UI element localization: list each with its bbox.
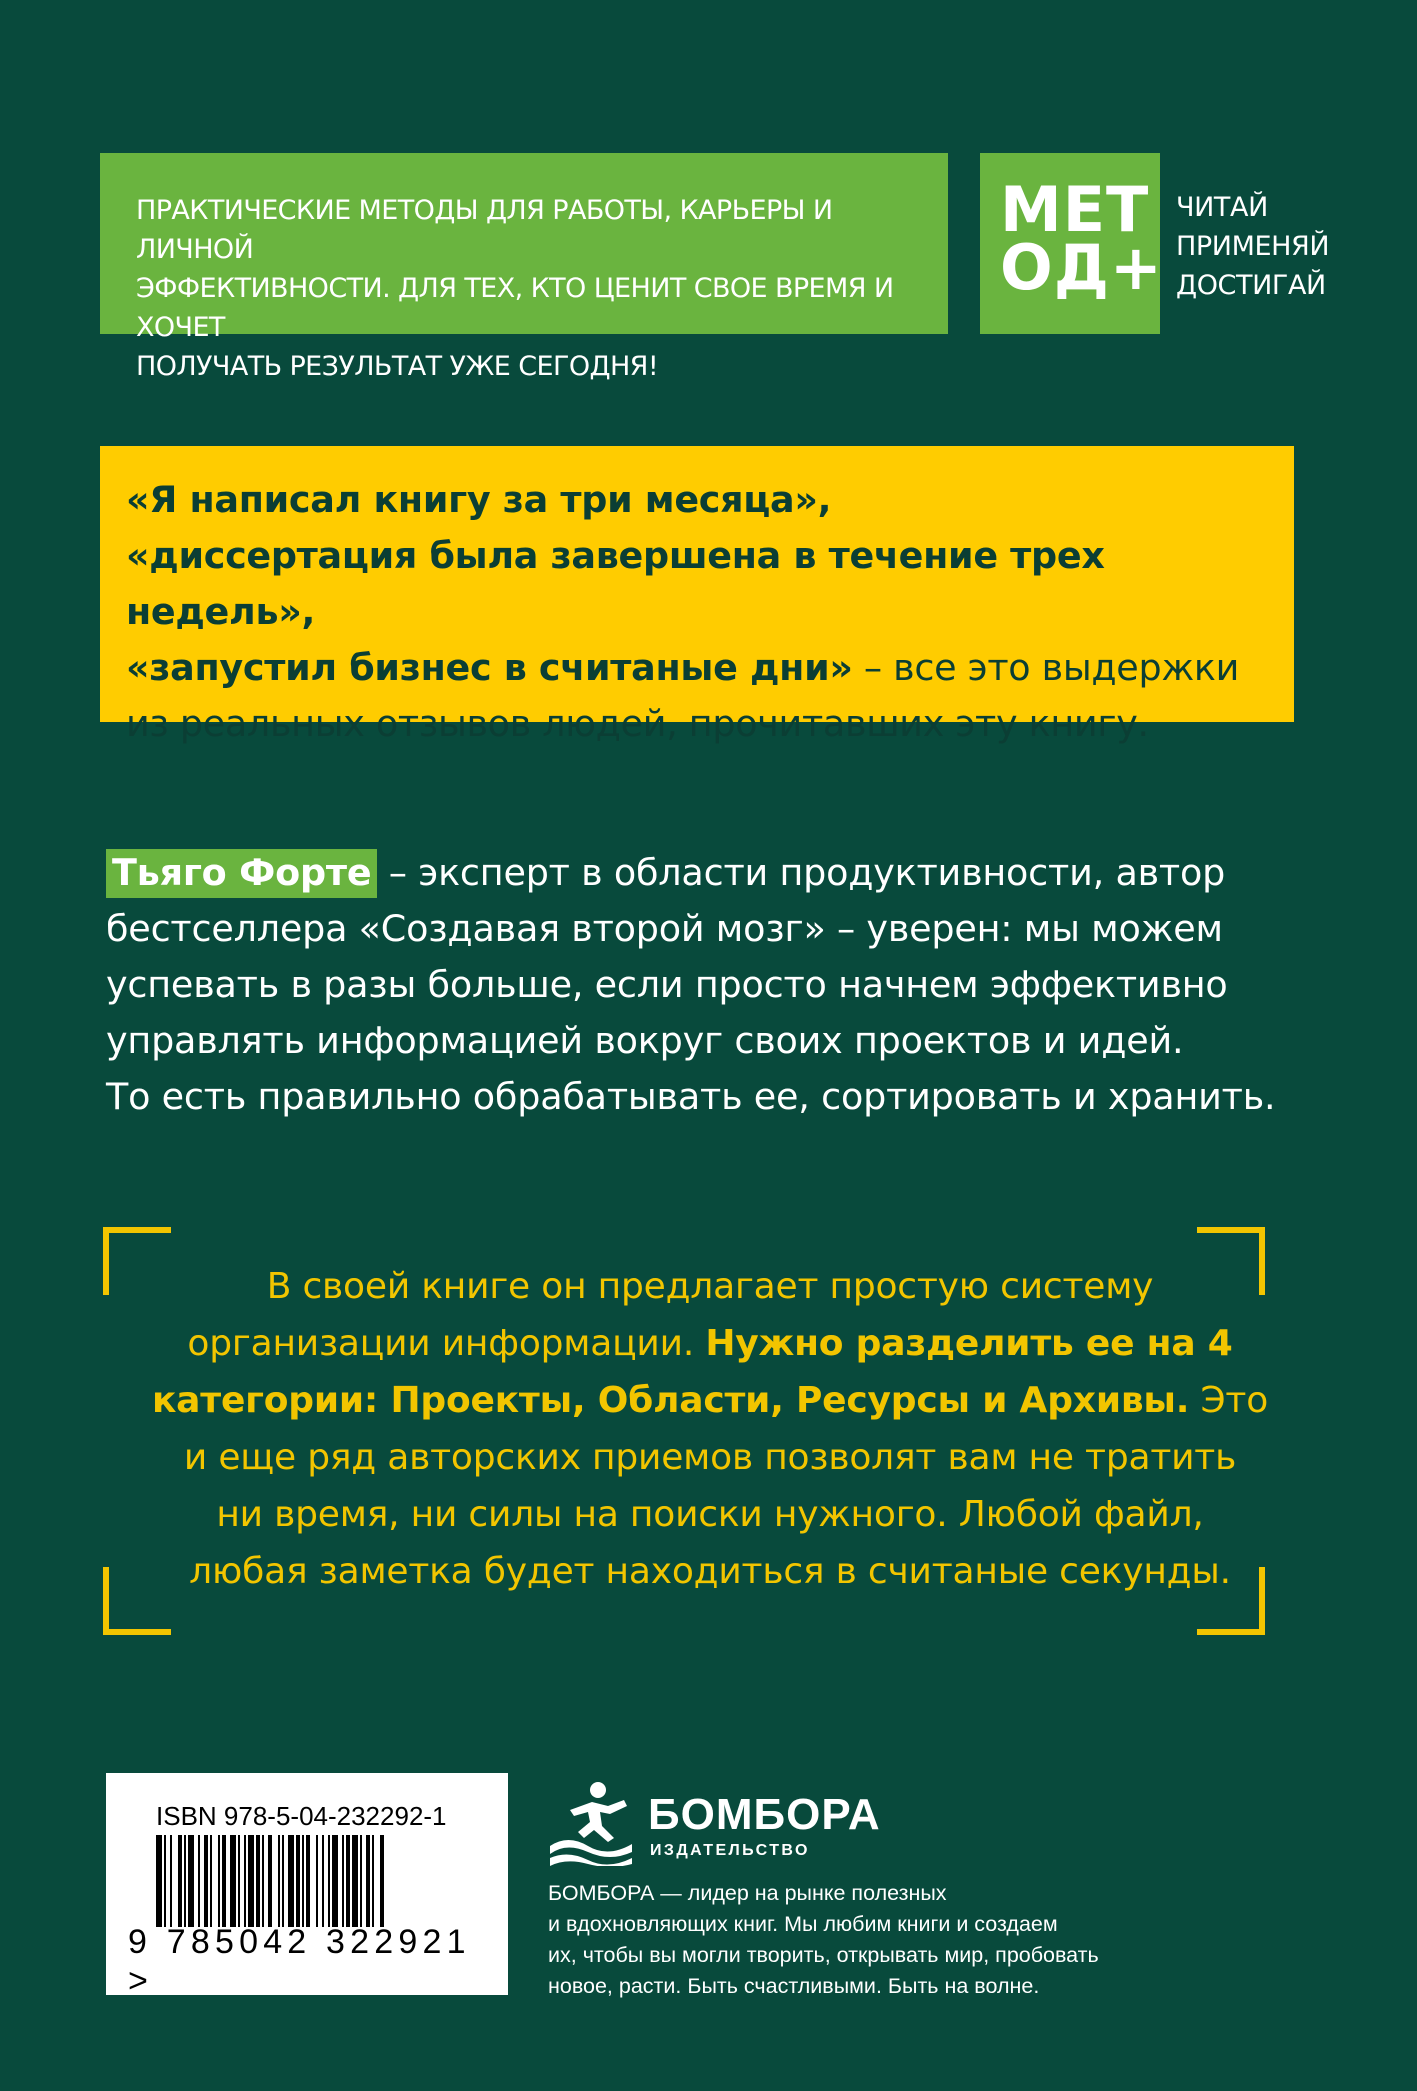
summary-line: и еще ряд авторских приемов позволят вам не тратить [183, 1437, 1237, 1478]
summary-line: ни время, ни силы на поиски нужного. Любой файл, [216, 1494, 1204, 1535]
summary-line: любая заметка будет находиться в считаные секунды. [189, 1551, 1231, 1592]
author-text: успевать в разы больше, если просто начнем эффективно [106, 963, 1228, 1006]
book-summary [125, 1258, 1295, 1600]
quote-bold: «диссертация была завершена в течение трех недель», [126, 534, 1105, 633]
isbn-barcode [106, 1773, 508, 2000]
author-text: управлять информацией вокруг своих проектов и идей. [106, 1019, 1184, 1062]
series-description-line: ПОЛУЧАТЬ РЕЗУЛЬТАТ УЖЕ СЕГОДНЯ! [136, 351, 659, 382]
series-logo-line2: ОД+ [1000, 231, 1163, 304]
author-text: То есть правильно обрабатывать ее, сортировать и хранить. [106, 1075, 1276, 1118]
quote-text: из реальных отзывов людей, прочитавших эту книгу. [126, 702, 1149, 745]
author-paragraph [106, 845, 1336, 1125]
barcode-bars [156, 1835, 466, 1927]
summary-line: В своей книге он предлагает простую систему [266, 1266, 1154, 1307]
motto-line: ПРИМЕНЯЙ [1176, 231, 1330, 262]
author-name-highlight: Тьяго Форте [106, 849, 377, 898]
publisher-name: БОМБОРА [648, 1790, 881, 1839]
series-logo [980, 153, 1163, 334]
isbn-number: ISBN 978-5-04-232292-1 [156, 1801, 447, 1831]
motto-line: ДОСТИГАЙ [1176, 270, 1326, 301]
barcode-digits: 9 785042 322921 > [128, 1923, 471, 2000]
summary-line: Это [1189, 1380, 1269, 1421]
author-text: – эксперт в области продуктивности, автор [377, 851, 1226, 894]
quote-bold: «Я написал книгу за три месяца», [126, 478, 832, 521]
publisher-desc-line: их, чтобы вы могли творить, открывать мир, пробовать [548, 1943, 1099, 1967]
series-logo-line1: МЕТ [1000, 173, 1150, 246]
publisher-desc-line: БОМБОРА — лидер на рынке полезных [548, 1881, 947, 1905]
quote-bold: «запустил бизнес в считаные дни» [126, 646, 853, 689]
series-motto [1176, 188, 1329, 305]
motto-line: ЧИТАЙ [1176, 192, 1268, 223]
series-description-banner [100, 153, 948, 382]
summary-bold: Нужно разделить ее на 4 [705, 1323, 1233, 1364]
quote-text: – все это выдержки [852, 646, 1240, 689]
summary-bold: категории: Проекты, Области, Ресурсы и Архивы. [151, 1380, 1190, 1421]
publisher-subtitle: ИЗДАТЕЛЬСТВО [650, 1842, 810, 1859]
author-text: бестселлера «Создавая второй мозг» – уверен: мы можем [106, 907, 1223, 950]
publisher-logo [548, 1776, 881, 1870]
series-description-line: ПРАКТИЧЕСКИЕ МЕТОДЫ ДЛЯ РАБОТЫ, КАРЬЕРЫ И ЛИЧНОЙ [136, 195, 833, 265]
publisher-desc-line: новое, расти. Быть счастливыми. Быть на волне. [548, 1974, 1040, 1998]
reader-quotes-box [100, 446, 1294, 745]
publisher-description [548, 1878, 1188, 2002]
summary-line: организации информации. [187, 1323, 706, 1364]
publisher-desc-line: и вдохновляющих книг. Мы любим книги и создаем [548, 1912, 1058, 1936]
surfer-icon [548, 1776, 634, 1866]
series-description-line: ЭФФЕКТИВНОСТИ. ДЛЯ ТЕХ, КТО ЦЕНИТ СВОЕ ВРЕМЯ И ХОЧЕТ [136, 273, 894, 343]
